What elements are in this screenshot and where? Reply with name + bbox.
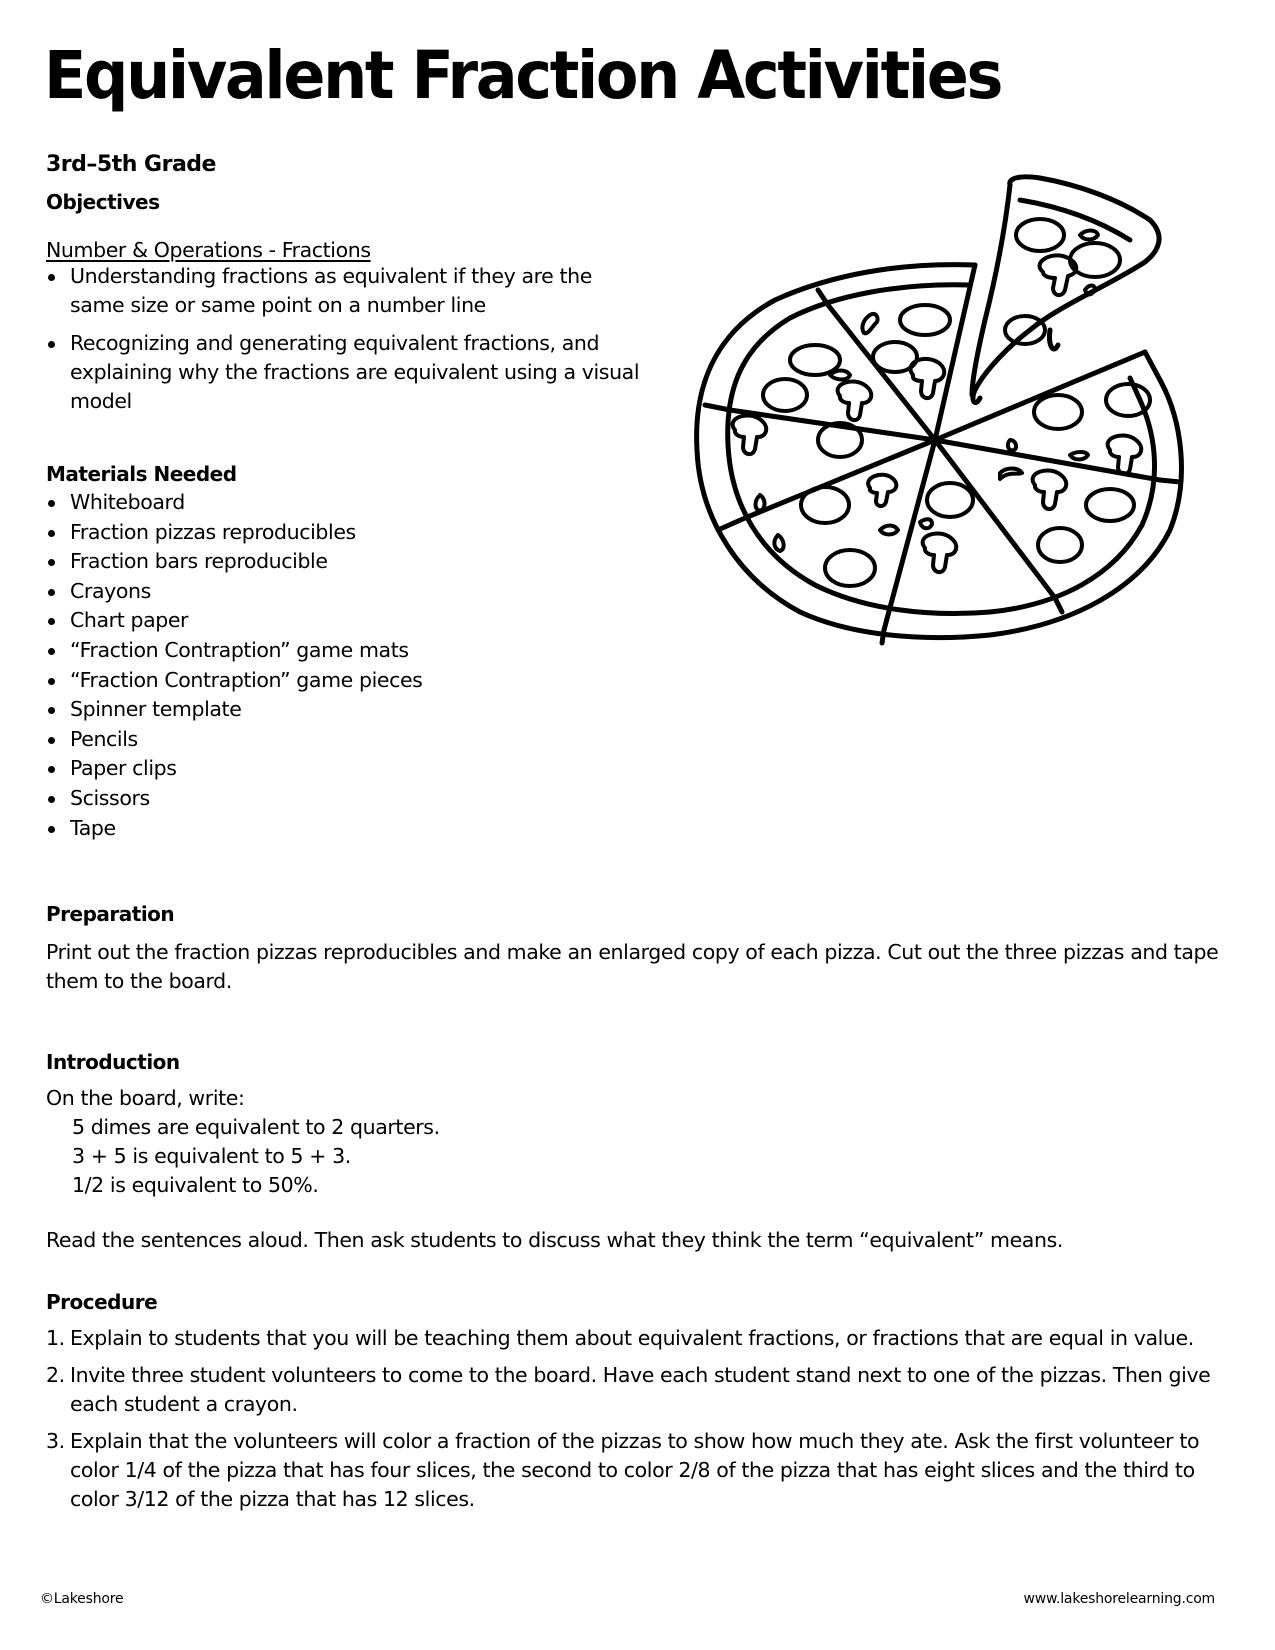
materials-list: [46, 488, 606, 843]
step-text: Explain that the volunteers will color a fraction of the pizzas to show how much they ate. Ask the first volunteer to color 1/4 of the pizza that has four slices, the second to color 2/8 of the pizza that has eight slices and the third to color 3/12 of the pizza that has 12 slices.: [70, 1429, 1200, 1511]
material-item: Chart paper: [46, 606, 606, 636]
material-item: Fraction pizzas reproducibles: [46, 518, 606, 548]
grade-level: 3rd–5th Grade: [46, 152, 216, 177]
procedure-step: [46, 1361, 1226, 1419]
page-title: Equivalent Fraction Activities: [44, 37, 1002, 114]
objectives-list: [46, 262, 646, 425]
objectives-subheading: Number & Operations - Fractions: [46, 238, 371, 262]
step-number: 3.: [46, 1429, 65, 1453]
board-line: 5 dimes are equivalent to 2 quarters.: [72, 1115, 440, 1139]
step-number: 2.: [46, 1363, 65, 1387]
material-item: Spinner template: [46, 695, 606, 725]
step-text: Explain to students that you will be teaching them about equivalent fractions, or fractions that are equal in value.: [70, 1326, 1194, 1350]
introduction-block: [46, 1084, 1226, 1200]
introduction-heading: Introduction: [46, 1050, 180, 1074]
step-text: Invite three student volunteers to come to the board. Have each student stand next to one of the pizzas. Then give each student a crayon.: [70, 1363, 1211, 1416]
material-item: Tape: [46, 814, 606, 844]
board-line: 1/2 is equivalent to 50%.: [72, 1173, 319, 1197]
material-item: Pencils: [46, 725, 606, 755]
pizza-illustration-icon: [668, 160, 1192, 650]
material-item: “Fraction Contraption” game mats: [46, 636, 606, 666]
objective-item: Recognizing and generating equivalent fractions, and explaining why the fractions are equivalent using a visual model: [46, 329, 646, 416]
material-item: “Fraction Contraption” game pieces: [46, 666, 606, 696]
board-line: 3 + 5 is equivalent to 5 + 3.: [72, 1144, 351, 1168]
material-item: Scissors: [46, 784, 606, 814]
objectives-heading: Objectives: [46, 190, 160, 214]
procedure-step: [46, 1324, 1226, 1353]
procedure-step: [46, 1427, 1226, 1514]
objective-item: Understanding fractions as equivalent if they are the same size or same point on a number line: [46, 262, 646, 320]
procedure-list: [46, 1324, 1226, 1522]
material-item: Paper clips: [46, 754, 606, 784]
material-item: Whiteboard: [46, 488, 606, 518]
introduction-followup: Read the sentences aloud. Then ask students to discuss what they think the term “equivalent” means.: [46, 1228, 1063, 1252]
introduction-lead: On the board, write:: [46, 1086, 245, 1110]
step-number: 1.: [46, 1326, 65, 1350]
material-item: Crayons: [46, 577, 606, 607]
website-link[interactable]: www.lakeshorelearning.com: [1023, 1591, 1215, 1607]
preparation-text: Print out the fraction pizzas reproducibles and make an enlarged copy of each pizza. Cut out the three pizzas and tape them to the board.: [46, 940, 1219, 993]
materials-heading: Materials Needed: [46, 462, 237, 486]
material-item: Fraction bars reproducible: [46, 547, 606, 577]
procedure-heading: Procedure: [46, 1290, 158, 1314]
copyright: ©Lakeshore: [40, 1591, 124, 1607]
preparation-heading: Preparation: [46, 902, 175, 926]
